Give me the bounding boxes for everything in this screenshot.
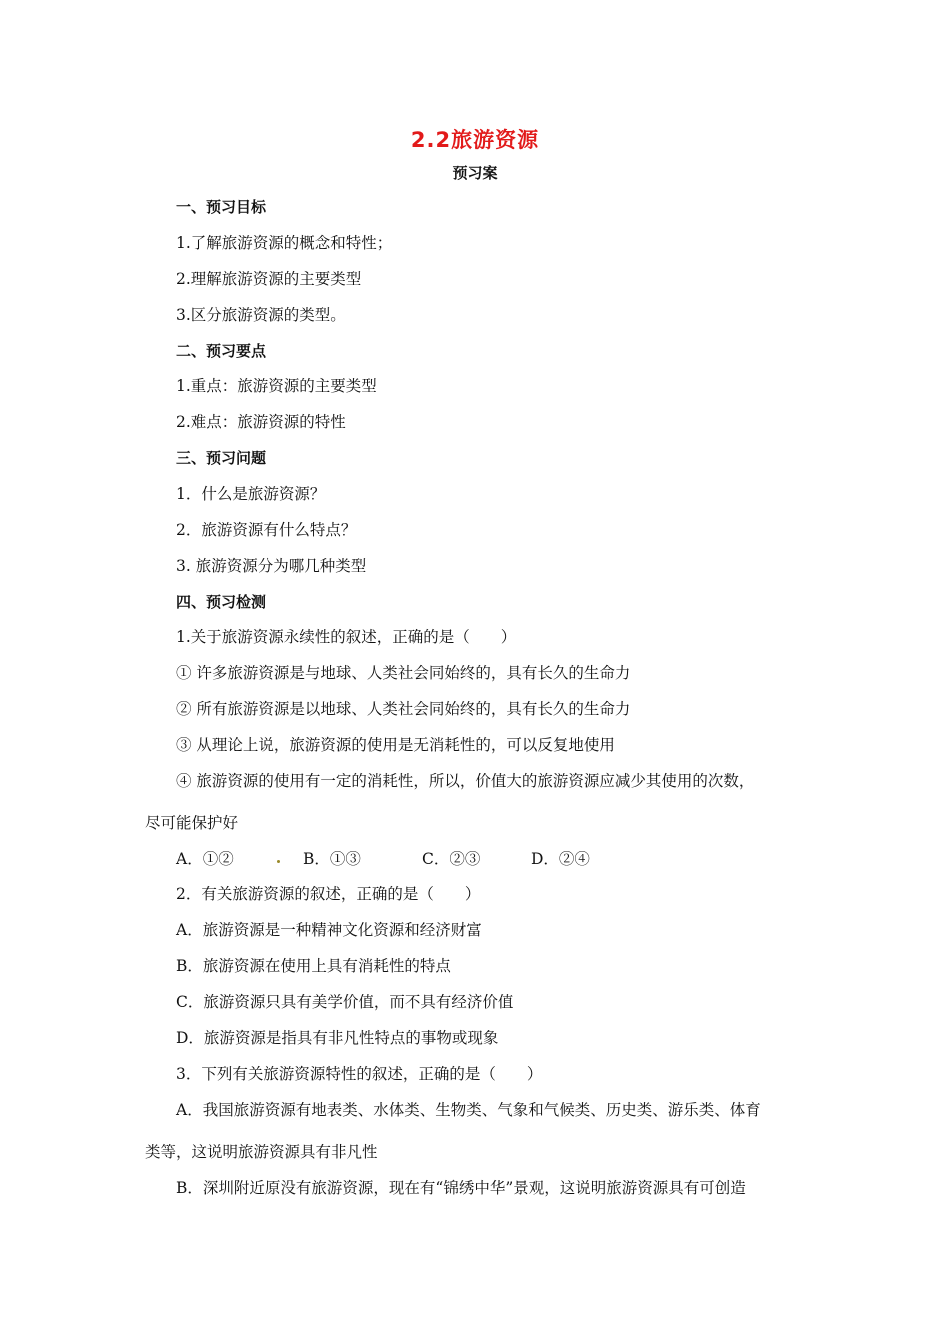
q1-stem: 1.关于旅游资源永续性的叙述，正确的是（ ） — [176, 628, 517, 646]
q1-statement-4-cont: 尽可能保护好 — [145, 814, 239, 832]
q1-option-a: A．①② — [176, 850, 234, 868]
q1-options — [176, 849, 776, 869]
question-item-3: 3. 旅游资源分为哪几种类型 — [176, 557, 367, 575]
section-heading-test: 四、预习检测 — [176, 593, 267, 611]
q2-option-c: C．旅游资源只具有美学价值，而不具有经济价值 — [176, 993, 514, 1011]
q1-option-c: C．②③ — [422, 850, 481, 868]
q1-option-b: B．①③ — [303, 850, 361, 868]
q1-option-d: D．②④ — [531, 850, 590, 868]
point-item-2: 2.难点：旅游资源的特性 — [176, 413, 346, 431]
q2-option-b: B．旅游资源在使用上具有消耗性的特点 — [176, 957, 451, 975]
q1-statement-1: ① 许多旅游资源是与地球、人类社会同始终的，具有长久的生命力 — [176, 664, 631, 682]
goal-item-1: 1.了解旅游资源的概念和特性； — [176, 234, 393, 252]
question-item-1: 1．什么是旅游资源？ — [176, 485, 326, 503]
goal-item-3: 3.区分旅游资源的类型。 — [176, 306, 346, 324]
q1-statement-2: ② 所有旅游资源是以地球、人类社会同始终的，具有长久的生命力 — [176, 700, 631, 718]
q1-statement-3: ③ 从理论上说，旅游资源的使用是无消耗性的，可以反复地使用 — [176, 736, 615, 754]
q2-option-d: D．旅游资源是指具有非凡性特点的事物或现象 — [176, 1029, 499, 1047]
q3-stem: 3．下列有关旅游资源特性的叙述，正确的是（ ） — [176, 1065, 543, 1083]
question-item-2: 2．旅游资源有什么特点？ — [176, 521, 357, 539]
q3-option-a-cont: 类等，这说明旅游资源具有非凡性 — [145, 1143, 378, 1161]
point-item-1: 1.重点：旅游资源的主要类型 — [176, 377, 377, 395]
section-heading-points: 二、预习要点 — [176, 342, 267, 360]
stray-dot — [277, 860, 280, 863]
document-subtitle: 预习案 — [452, 164, 498, 182]
q1-statement-4: ④ 旅游资源的使用有一定的消耗性，所以，价值大的旅游资源应减少其使用的次数， — [176, 772, 755, 790]
q3-option-b: B．深圳附近原没有旅游资源，现在有“锦绣中华”景观，这说明旅游资源具有可创造 — [176, 1179, 746, 1197]
section-heading-goals: 一、预习目标 — [176, 198, 267, 216]
q2-stem: 2．有关旅游资源的叙述，正确的是（ ） — [176, 885, 481, 903]
section-heading-questions: 三、预习问题 — [176, 449, 267, 467]
q3-option-a: A．我国旅游资源有地表类、水体类、生物类、气象和气候类、历史类、游乐类、体育 — [176, 1101, 761, 1119]
goal-item-2: 2.理解旅游资源的主要类型 — [176, 270, 362, 288]
q2-option-a: A．旅游资源是一种精神文化资源和经济财富 — [176, 921, 482, 939]
document-title: 2.2旅游资源 — [410, 128, 540, 152]
